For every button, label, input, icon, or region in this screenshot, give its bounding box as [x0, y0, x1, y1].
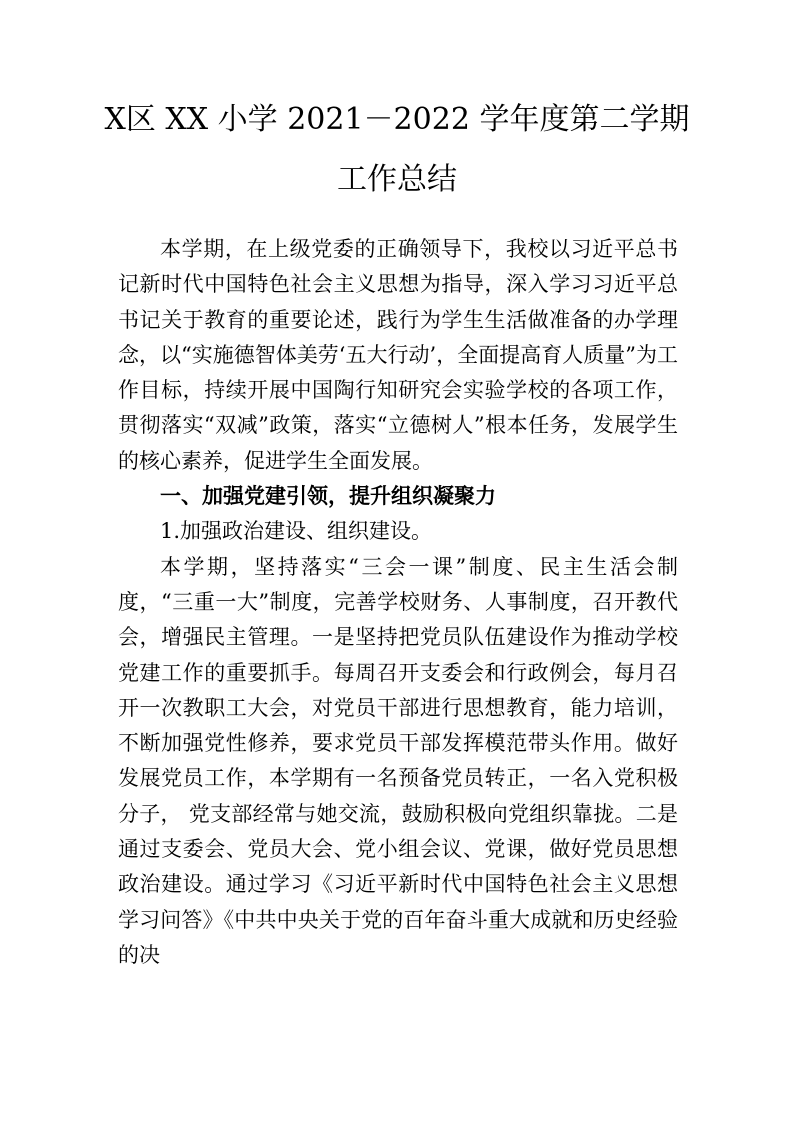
section-1-heading: 一、加强党建引领，提升组织凝聚力	[160, 484, 496, 509]
document-title-line-1: X区 XX 小学 2021－2022 学年度第二学期	[104, 102, 690, 137]
document-title-line-2: 工作总结	[337, 162, 457, 197]
body-paragraph-2: 本学期，坚持落实“三会一课”制度、民主生活会制度，“三重一大”制度，完善学校财务、人事制度，召开教代会，增强民主管理。一是坚持把党员队伍建设作为推动学校党建工作的重要抓手。每周召开支委会和行政例会，每月召开一次教职工大会，对党员干部进行思想教育，能力培训，不断加强党性修养，要求党员干部发挥模范带头作用。做好发展党员工作，本学期有一名预备党员转正，一名入党积极分子， 党支部经常与她交流，鼓励积极向党组织靠拢。二是通过支委会、党员大会、党小组会议、党课，做好党员思想政治建设。通过学习《习近平新时代中国特色社会主义思想学习问答》《中共中央关于党的百年奋斗重大成就和历史经验的决	[118, 554, 678, 967]
subsection-1-heading: 1.加强政治建设、组织建设。	[160, 519, 433, 544]
intro-paragraph: 本学期，在上级党委的正确领导下，我校以习近平总书记新时代中国特色社会主义思想为指导，深入学习习近平总书记关于教育的重要论述，践行为学生生活做准备的办学理念，以“实施德智体美劳‘五大行动’，全面提高育人质量”为工作目标，持续开展中国陶行知研究会实验学校的各项工作， 贯彻落实“双减”政策，落实“立德树人”根本任务，发展学生的核心素养，促进学生全面发展。	[118, 237, 678, 473]
document-body	[118, 232, 678, 973]
